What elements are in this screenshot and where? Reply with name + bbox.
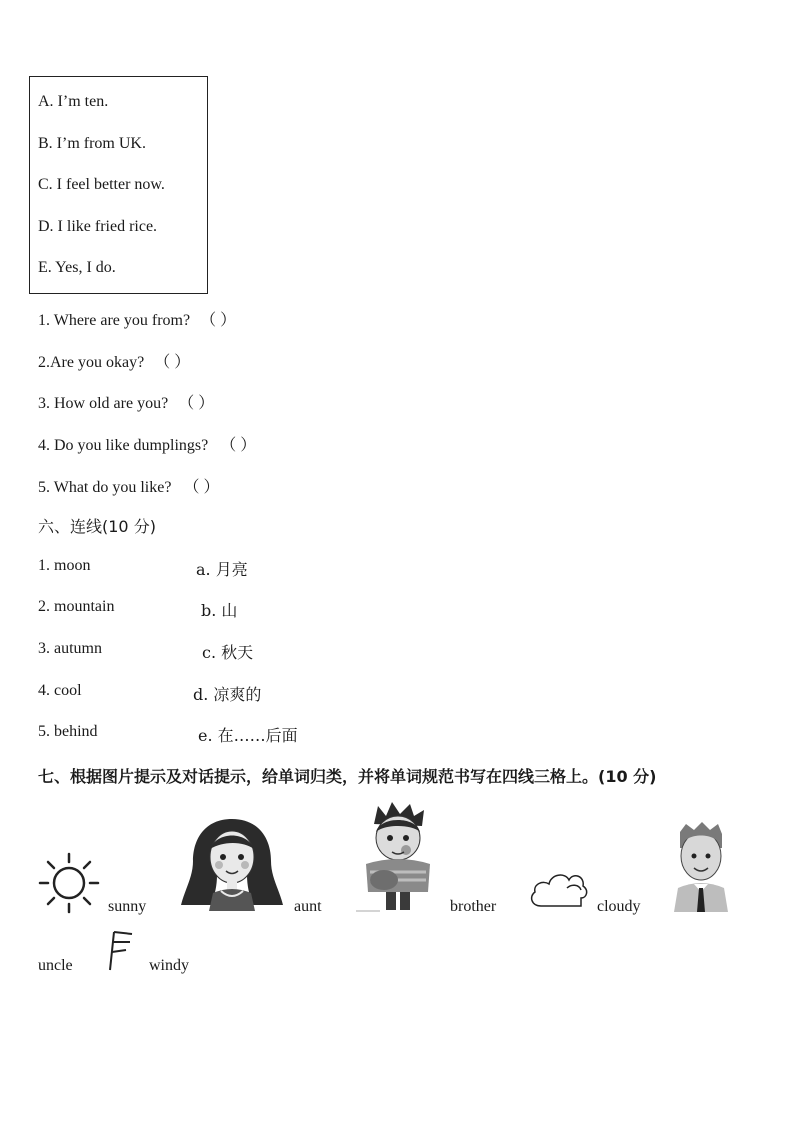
match-right-a: a. 月亮 xyxy=(196,560,248,579)
answer-blank-1[interactable]: （ ） xyxy=(200,312,237,329)
answer-blank-4[interactable]: （ ） xyxy=(220,437,257,454)
match-right-e: e. 在……后面 xyxy=(198,726,298,745)
question-3-text: 3. How old are you? xyxy=(38,395,169,412)
answer-blank-5[interactable]: （ ） xyxy=(183,479,220,496)
question-3 xyxy=(38,390,214,413)
question-5-text: 5. What do you like? xyxy=(38,479,172,496)
question-4 xyxy=(38,432,256,455)
option-c: C. I feel better now. xyxy=(38,176,165,193)
match-left-2: 2. mountain xyxy=(38,598,115,615)
sun-icon xyxy=(38,852,100,914)
answer-blank-2[interactable]: （ ） xyxy=(154,354,191,371)
word-uncle: uncle xyxy=(38,957,73,974)
boy-icon xyxy=(356,800,440,912)
option-e: E. Yes, I do. xyxy=(38,259,116,276)
match-left-3: 3. autumn xyxy=(38,640,102,657)
question-2-text: 2.Are you okay? xyxy=(38,354,145,371)
word-windy: windy xyxy=(149,957,189,974)
section-6-title: 六、连线(10 分) xyxy=(38,517,156,536)
match-left-4: 4. cool xyxy=(38,682,82,699)
word-brother: brother xyxy=(450,898,497,915)
answer-blank-3[interactable]: （ ） xyxy=(178,395,215,412)
match-right-b: b. 山 xyxy=(201,601,238,620)
option-b: B. I’m from UK. xyxy=(38,135,146,152)
match-right-d: d. 凉爽的 xyxy=(193,685,262,704)
question-2 xyxy=(38,349,190,372)
girl-icon xyxy=(177,815,287,911)
man-icon xyxy=(672,822,730,912)
question-5 xyxy=(38,474,219,497)
match-left-1: 1. moon xyxy=(38,557,91,574)
word-sunny: sunny xyxy=(108,898,147,915)
question-4-text: 4. Do you like dumplings? xyxy=(38,437,209,454)
word-cloudy: cloudy xyxy=(597,898,641,915)
question-1-text: 1. Where are you from? xyxy=(38,312,191,329)
word-aunt: aunt xyxy=(294,898,322,915)
match-right-c: c. 秋天 xyxy=(202,643,254,662)
option-a: A. I’m ten. xyxy=(38,93,109,110)
option-d: D. I like fried rice. xyxy=(38,218,158,235)
flag-icon xyxy=(106,930,136,972)
cloud-icon xyxy=(527,866,589,912)
section-7-title: 七、根据图片提示及对话提示，给单词归类，并将单词规范书写在四线三格上。(10 分) xyxy=(38,767,657,786)
question-1 xyxy=(38,307,236,330)
match-left-5: 5. behind xyxy=(38,723,98,740)
